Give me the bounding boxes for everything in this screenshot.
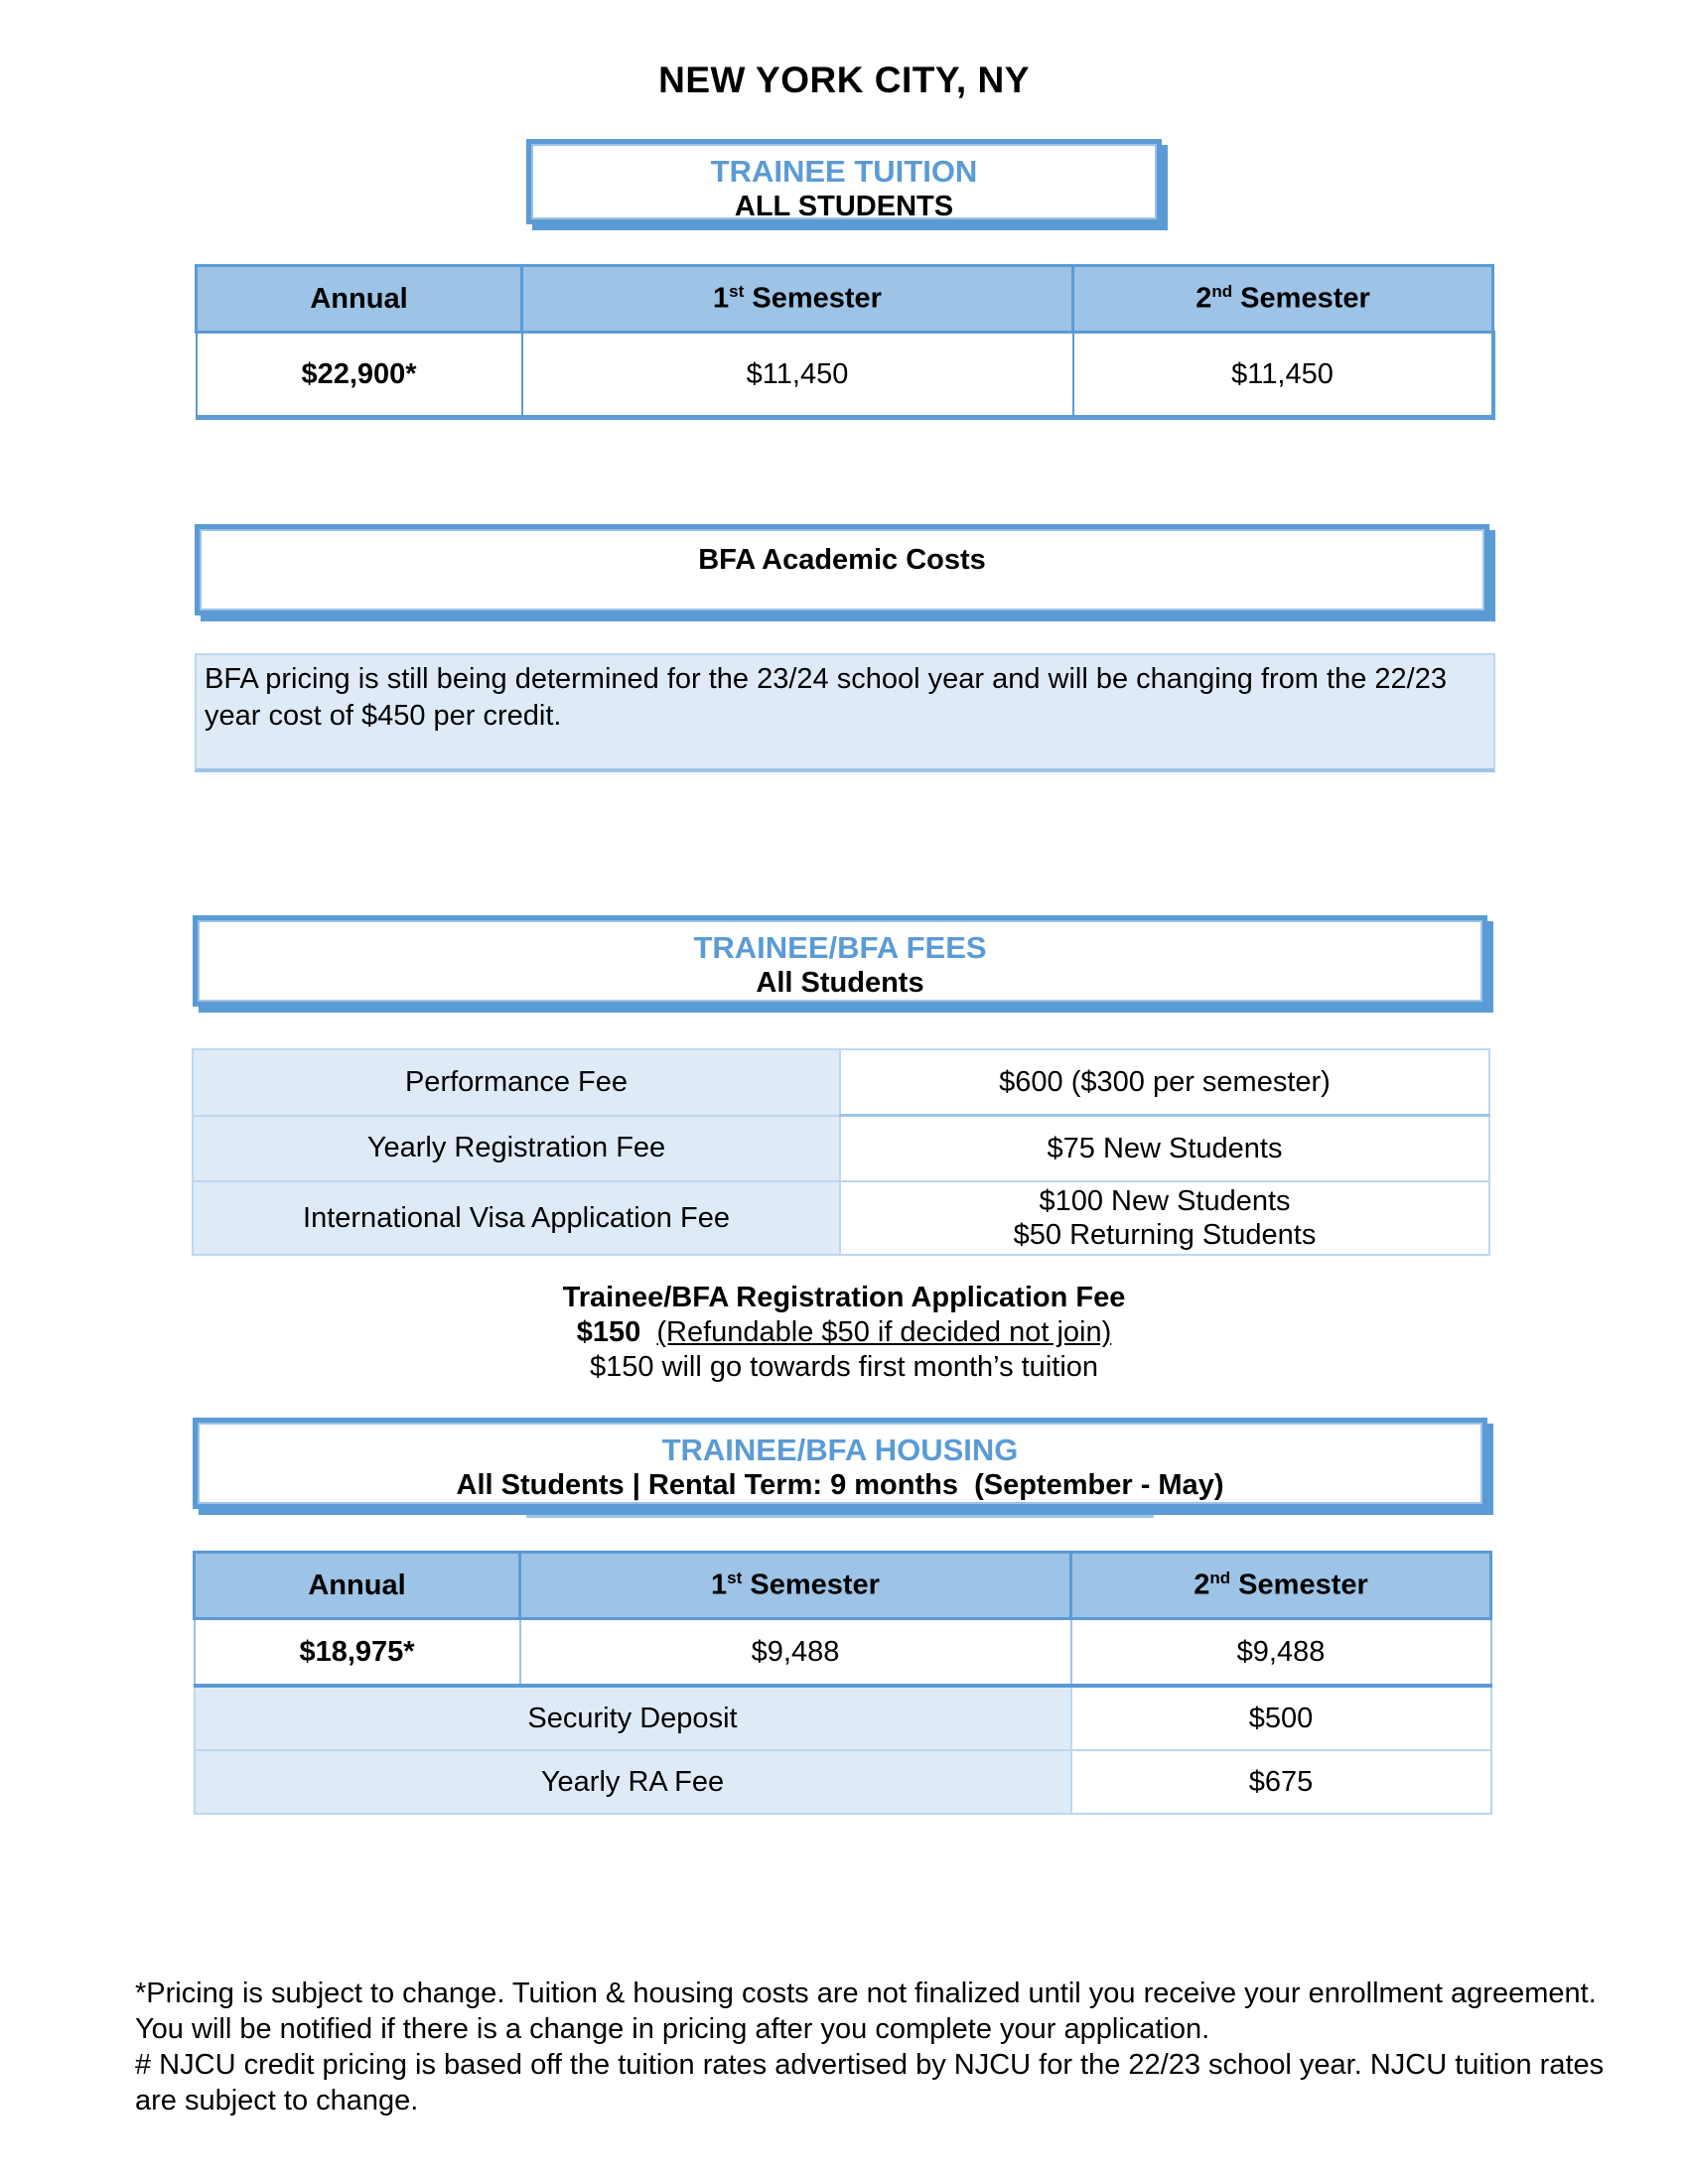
sem1-text: Semester [744, 282, 882, 315]
fee-value-visa-returning: $50 Returning Students [1013, 1219, 1317, 1251]
housing-sem2-value: $9,488 [1071, 1619, 1491, 1687]
tuition-subtitle: ALL STUDENTS [734, 191, 954, 222]
fee-row-visa [193, 1181, 1489, 1255]
tuition-value-row [197, 333, 1493, 418]
housing-subtitle: All Students | Rental Term: 9 months (September - May) [456, 1469, 1224, 1501]
footnote [135, 1976, 1624, 2118]
registration-refund-note: (Refundable $50 if decided not join) [656, 1316, 1112, 1348]
housing-title: TRAINEE/BFA HOUSING [661, 1433, 1019, 1467]
tuition-header-annual: Annual [197, 266, 522, 333]
housing-header-sem1 [520, 1553, 1071, 1619]
tuition-header-sem1 [522, 266, 1073, 333]
tuition-table [195, 264, 1495, 420]
sem2-text: Semester [1232, 282, 1370, 315]
tuition-sem1-value: $11,450 [522, 333, 1073, 418]
fee-row-performance [193, 1049, 1489, 1116]
housing-ra-row [195, 1750, 1491, 1814]
housing-security-value: $500 [1071, 1686, 1491, 1750]
sem1-num: 1 [713, 282, 730, 315]
h-sem2-text: Semester [1230, 1569, 1368, 1601]
tuition-sem2-value: $11,450 [1073, 333, 1493, 418]
tuition-annual-value: $22,900* [197, 333, 522, 418]
fee-value-registration: $75 New Students [840, 1116, 1489, 1182]
fee-value-visa [840, 1181, 1489, 1255]
h-sem2-num: 2 [1194, 1569, 1210, 1601]
fee-label-registration: Yearly Registration Fee [193, 1116, 840, 1182]
sem2-num: 2 [1196, 282, 1212, 315]
housing-security-row [195, 1686, 1491, 1750]
housing-header-box [193, 1418, 1487, 1509]
page-title: NEW YORK CITY, NY [658, 60, 1030, 100]
registration-amount: $150 [576, 1316, 641, 1348]
bfa-title: BFA Academic Costs [698, 544, 986, 576]
fees-header-box [193, 915, 1487, 1007]
registration-title: Trainee/BFA Registration Application Fee [562, 1282, 1126, 1313]
bfa-header-box [195, 524, 1489, 615]
fee-label-visa: International Visa Application Fee [193, 1181, 840, 1255]
registration-amount-line [0, 1315, 1688, 1350]
housing-header-row [195, 1553, 1491, 1619]
h-sem1-num: 1 [711, 1569, 728, 1601]
sem1-sup: st [729, 282, 745, 302]
fees-subtitle: All Students [756, 967, 924, 999]
h-sem2-sup: nd [1209, 1569, 1231, 1588]
housing-security-label: Security Deposit [195, 1686, 1071, 1750]
registration-line3: $150 will go towards first month’s tuition [589, 1351, 1099, 1383]
sem2-sup: nd [1211, 282, 1233, 302]
fees-title: TRAINEE/BFA FEES [693, 930, 987, 965]
housing-annual-value: $18,975* [195, 1619, 520, 1687]
housing-ra-label: Yearly RA Fee [195, 1750, 1071, 1814]
fee-row-registration [193, 1116, 1489, 1182]
fee-label-performance: Performance Fee [193, 1049, 840, 1116]
h-sem1-text: Semester [742, 1569, 880, 1601]
tuition-title: TRAINEE TUITION [710, 154, 978, 189]
footnote-njcu: # NJCU credit pricing is based off the tuition rates advertised by NJCU for the 22/23 school year. NJCU tuition rates are subject to change. [135, 2049, 1605, 2116]
h-sem1-sup: st [727, 1569, 743, 1588]
fees-table [192, 1048, 1490, 1256]
housing-sem1-value: $9,488 [520, 1619, 1071, 1687]
housing-header-annual: Annual [195, 1553, 520, 1619]
bfa-note: BFA pricing is still being determined for the 23/24 school year and will be changing from the 22/23 year cost of $450 per credit. [195, 653, 1495, 772]
tuition-header-row [197, 266, 1493, 333]
fee-value-visa-new: $100 New Students [1039, 1185, 1291, 1217]
tuition-header-sem2 [1073, 266, 1493, 333]
housing-value-row [195, 1619, 1491, 1687]
tuition-header-box [526, 139, 1162, 224]
fee-value-performance: $600 ($300 per semester) [840, 1049, 1489, 1116]
registration-fee-block [0, 1281, 1688, 1385]
housing-divider [526, 1515, 1154, 1518]
housing-header-sem2 [1071, 1553, 1491, 1619]
housing-ra-value: $675 [1071, 1750, 1491, 1814]
housing-table [193, 1551, 1492, 1815]
footnote-pricing: *Pricing is subject to change. Tuition & housing costs are not finalized until you receive your enrollment agreement. You will be notified if there is a change in pricing after you complete your application. [135, 1978, 1597, 2045]
